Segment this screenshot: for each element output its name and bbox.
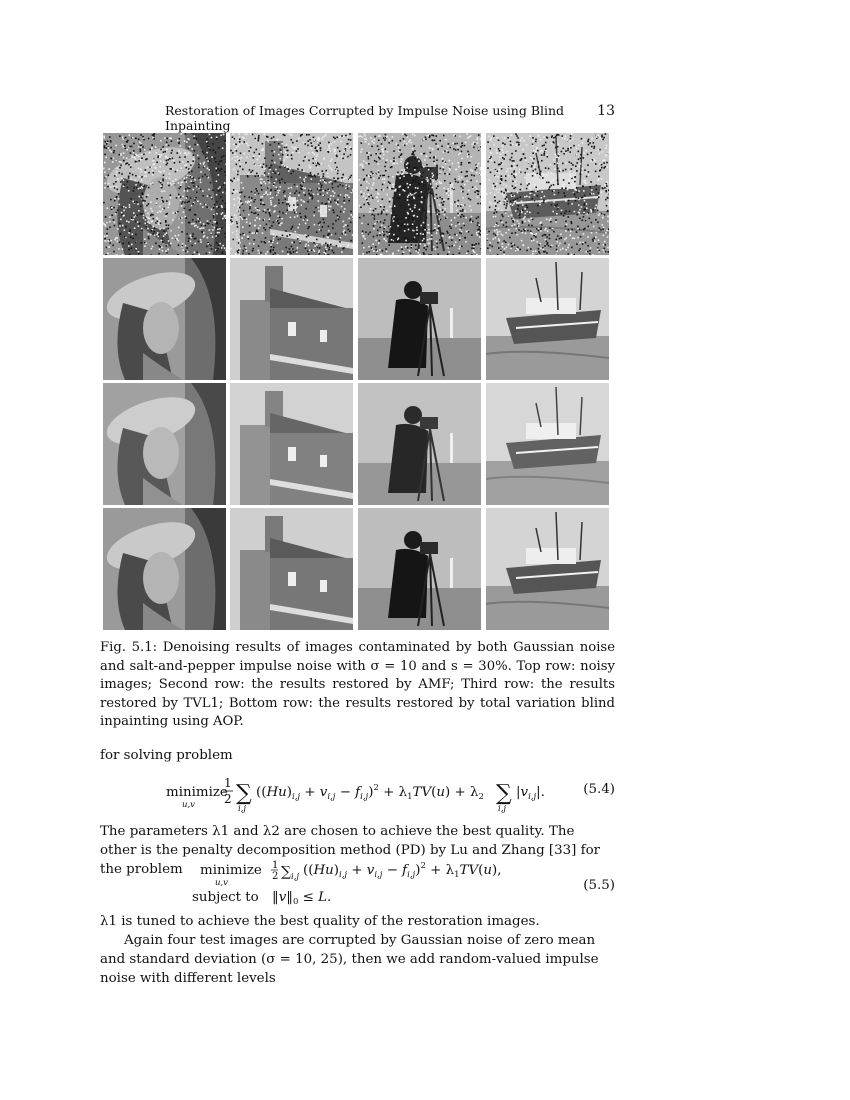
page-number: 13 xyxy=(597,103,615,119)
equation-5-5-formula xyxy=(100,858,615,908)
house-aop-image xyxy=(230,508,353,630)
eq2-under: u,v xyxy=(215,878,228,888)
figure-caption: Fig. 5.1: Denoising results of images contaminated by both Gaussian noise and salt-and-pepper impulse noise with σ = 10 and s = 30%. Top row: noisy images; Second row: the results restored by AMF; Third row: the results restored by TVL1; Bottom row: the results restored by total variation blind inpainting using AOP. xyxy=(100,640,615,729)
eq2-minimize: minimize xyxy=(200,863,262,878)
boat-amf-image xyxy=(486,258,609,380)
lena-tvl1-image-drawing xyxy=(103,383,226,505)
boat-aop-image-drawing xyxy=(486,508,609,630)
boat-noisy-image-drawing xyxy=(486,133,609,255)
svg-text:∑: ∑ xyxy=(496,781,512,806)
eq1-under: u,v xyxy=(182,800,195,810)
eq1-minimize: minimize xyxy=(166,785,228,800)
house-amf-image-drawing xyxy=(230,258,353,380)
lena-amf-image-drawing xyxy=(103,258,226,380)
cameraman-tvl1-image xyxy=(358,383,481,505)
figure-row-amf xyxy=(103,258,609,380)
svg-text:1: 1 xyxy=(272,860,279,871)
equation-5-5 xyxy=(100,858,615,908)
paragraph-parameters: The parameters λ1 and λ2 are chosen to achieve the best quality. The other is the penalty decomposition method (PD) by Lu and Zhang [33] for the problem xyxy=(100,824,601,877)
lena-amf-image xyxy=(103,258,226,380)
cameraman-aop-image xyxy=(358,508,481,630)
house-tvl1-image-drawing xyxy=(230,383,353,505)
svg-text:((Hu)i,j + vi,j − fi,j)2 + λ1T: $((Hu)_{i,j} + v_{i,j} - f_{i,j})^2 + \lambda_1TV(u)$, xyxy=(303,861,502,880)
house-amf-image xyxy=(230,258,353,380)
equation-5-4-formula xyxy=(100,770,615,816)
svg-text:∑: ∑ xyxy=(281,864,291,880)
figure-row-noisy xyxy=(103,133,609,255)
svg-text:2: 2 xyxy=(272,871,279,882)
lena-aop-image xyxy=(103,508,226,630)
eq2-subject-to: subject to xyxy=(192,890,259,905)
house-noisy-image-drawing xyxy=(230,133,353,255)
cameraman-amf-image xyxy=(358,258,481,380)
boat-noisy-image xyxy=(486,133,609,255)
intro-text: for solving problem xyxy=(100,748,233,763)
figure-5-1 xyxy=(103,133,609,630)
svg-text:2: 2 xyxy=(224,792,232,806)
running-title: Restoration of Images Corrupted by Impulse Noise using Blind Inpainting xyxy=(165,103,565,133)
lena-noisy-image-drawing xyxy=(103,133,226,255)
running-header xyxy=(100,103,615,133)
svg-text:i,j: i,j xyxy=(498,804,507,814)
house-noisy-image xyxy=(230,133,353,255)
cameraman-noisy-image-drawing xyxy=(358,133,481,255)
svg-text:‖v‖0 ≤ L.: $‖v‖_0 \le L$. xyxy=(272,890,332,907)
cameraman-noisy-image xyxy=(358,133,481,255)
boat-tvl1-image xyxy=(486,383,609,505)
svg-text:∑: ∑ xyxy=(236,781,252,806)
boat-tvl1-image-drawing xyxy=(486,383,609,505)
lena-tvl1-image xyxy=(103,383,226,505)
equation-5-4 xyxy=(100,770,615,816)
boat-amf-image-drawing xyxy=(486,258,609,380)
equation-number-5-4: (5.4) xyxy=(583,782,615,797)
cameraman-tvl1-image-drawing xyxy=(358,383,481,505)
cameraman-amf-image-drawing xyxy=(358,258,481,380)
svg-text:i,j: i,j xyxy=(291,872,300,882)
svg-text:|vi,j|.: $|v_{i,j}|$. xyxy=(516,785,545,802)
house-tvl1-image xyxy=(230,383,353,505)
svg-text:1: 1 xyxy=(224,776,232,790)
paragraph-again: Again four test images are corrupted by Gaussian noise of zero mean and standard deviation (σ = 10, 25), then we add random-valued impulse noise with different levels xyxy=(100,933,599,986)
figure-row-tvl1 xyxy=(103,383,609,505)
house-aop-image-drawing xyxy=(230,508,353,630)
lena-noisy-image xyxy=(103,133,226,255)
cameraman-aop-image-drawing xyxy=(358,508,481,630)
paragraph-lambda: λ1 is tuned to achieve the best quality of the restoration images. xyxy=(100,914,540,929)
svg-text:((Hu)i,j + vi,j − fi,j)2 + λ1T: $((Hu)_{i,j} + v_{i,j} - f_{i,j})^2 + \lambda_1TV(u) + \lambda_2$ xyxy=(256,783,484,802)
equation-number-5-5: (5.5) xyxy=(583,878,615,893)
svg-text:i,j: i,j xyxy=(238,804,247,814)
figure-row-aop xyxy=(103,508,609,630)
lena-aop-image-drawing xyxy=(103,508,226,630)
boat-aop-image xyxy=(486,508,609,630)
